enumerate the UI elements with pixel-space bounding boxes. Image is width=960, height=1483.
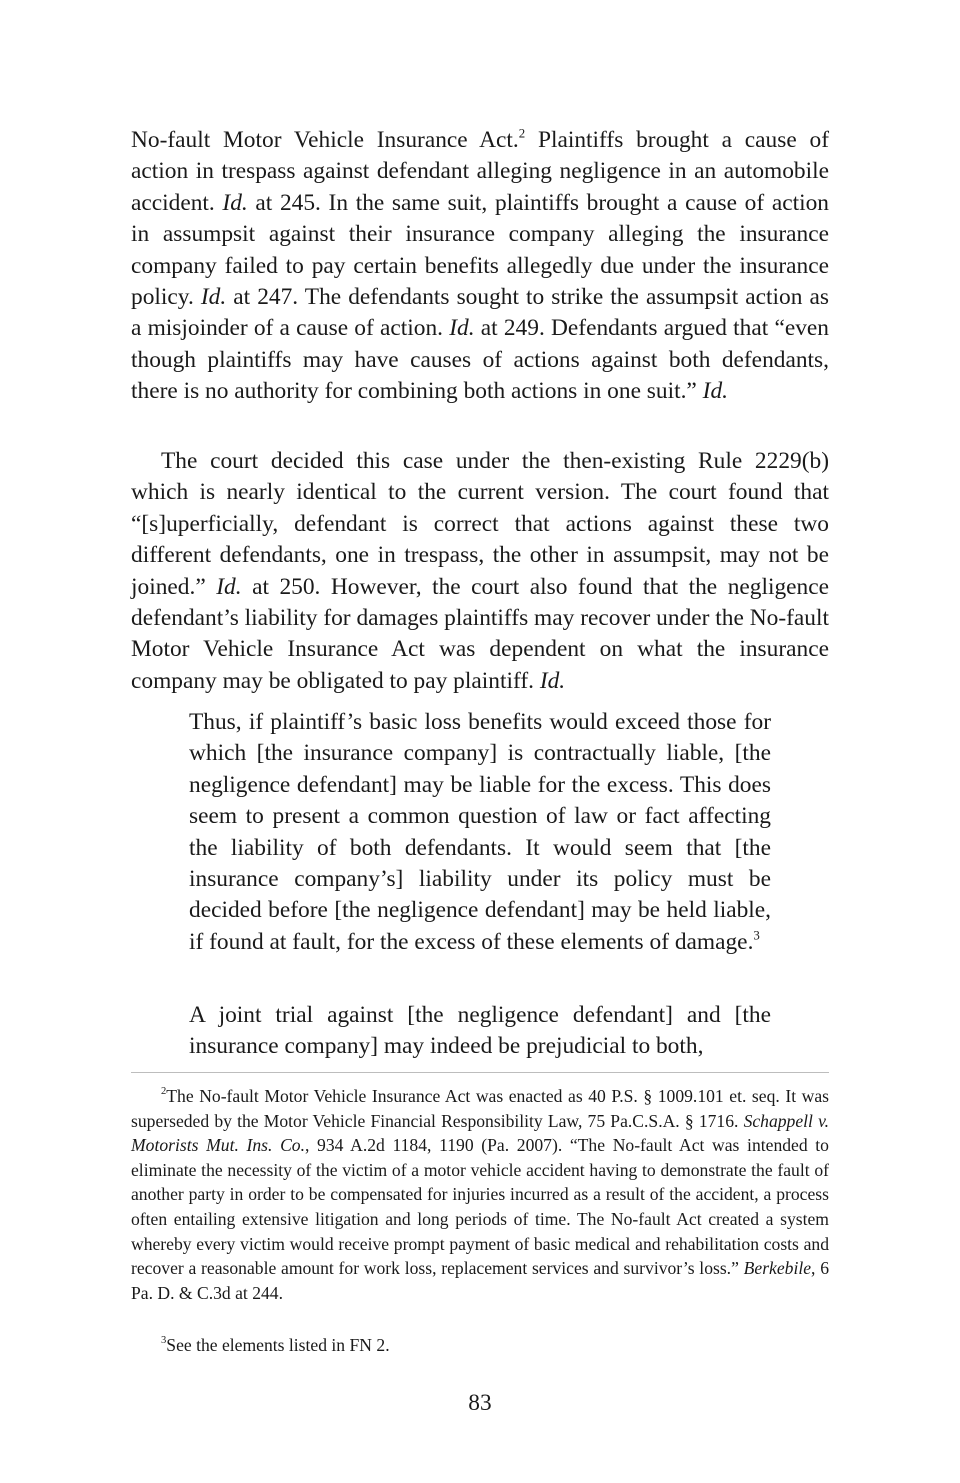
citation-id: Id. [539,667,566,694]
citation-id: Id. [200,284,227,311]
footnote2-text-2: , 934 A.2d 1184, 1190 (Pa. 2007). “The No-fault Act was intended to eliminate the necessity of the victim of a motor vehicle accident having to demonstrate the fault of another party in order to be compensated for injuries incurred as a result of the accident, a process often entailing extensive litigation and long periods of time. The No-fault Act created a system whereby every victim would receive prompt payment of basic medical and rehabilitation costs and recover a reasonable amount for work loss, replacement services and survivor’s loss.” [131,1135,829,1279]
footnote2-text-3: , 6 Pa. D. & C.3d at 244. [131,1258,829,1303]
para2-text-2: at 250. However, the court also found that the negligence defendant’s liability for damages plaintiffs may recover under the No-fault Motor Vehicle Insurance Act was dependent on what the insurance company may be obligated to pay plaintiff. [131,573,829,694]
para1-text-4: at 247. The defendants sought to strike the assumpsit action as a misjoinder of a cause of action. [131,284,829,342]
footnote2-text-1: The No-fault Motor Vehicle Insurance Act was enacted as 40 P.S. § 1009.101 et. seq. It was superseded by the Motor Vehicle Financial Responsibility Law, 75 Pa.C.S.A. § 1716. [131,1086,829,1131]
paragraph-2 [131,446,829,697]
footnote3-text: See the elements listed in FN 2. [166,1335,390,1355]
footnote-number: 3 [161,1335,167,1347]
quote2-text: A joint trial against [the negligence defendant] and [the insurance company] may indeed be prejudicial to both, [189,1002,771,1060]
citation-id: Id. [449,315,475,342]
footnote-2 [131,1084,829,1305]
citation-id: Id. [216,573,242,600]
footnote-divider [131,1072,829,1073]
block-quote-1 [189,707,771,958]
footnote-ref-3[interactable]: 3 [753,928,760,943]
para1-text-3: at 245. In the same suit, plaintiffs brought a cause of action in assumpsit against their insurance company alleging the insurance company failed to pay certain benefits allegedly due under the insurance policy. [131,189,829,311]
footnote-number: 2 [161,1086,167,1098]
para1-text-2: Plaintiffs brought a cause of action in trespass against defendant alleging negligence in an automobile accident. [131,127,829,216]
case-citation: Schappell v. Motorists Mut. Ins. Co. [131,1110,829,1156]
page-number: 83 [468,1390,492,1416]
para1-text-5: at 249. Defendants argued that “even though plaintiffs may have causes of actions against both defendants, there is no authority for combining both actions in one suit.” [131,315,829,405]
quote1-text: Thus, if plaintiff’s basic loss benefits would exceed those for which [the insurance company] is contractually liable, [the negligence defendant] may be liable for the excess. This does seem to present a common question of law or fact affecting the liability of both defendants. It would seem that [the insurance company’s] liability under its policy must be decided before [the negligence defendant] may be held liable, if found at fault, for the excess of these elements of damage. [189,709,771,955]
footnote-3 [131,1333,829,1358]
para2-text-1: The court decided this case under the then-existing Rule 2229(b) which is nearly identical to the current version. The court found that “[s]uperficially, defendant is correct that actions against these two different defendants, one in trespass, the other in assumpsit, may not be joined.” [131,448,829,600]
para1-text-1: No-fault Motor Vehicle Insurance Act. [131,127,519,153]
block-quote-2 [189,1000,771,1063]
citation-id: Id. [222,189,248,216]
footnote-ref-2[interactable]: 2 [518,126,526,141]
paragraph-1 [131,125,829,408]
citation-id: Id. [702,378,729,405]
case-citation: Berkebile [743,1258,812,1279]
